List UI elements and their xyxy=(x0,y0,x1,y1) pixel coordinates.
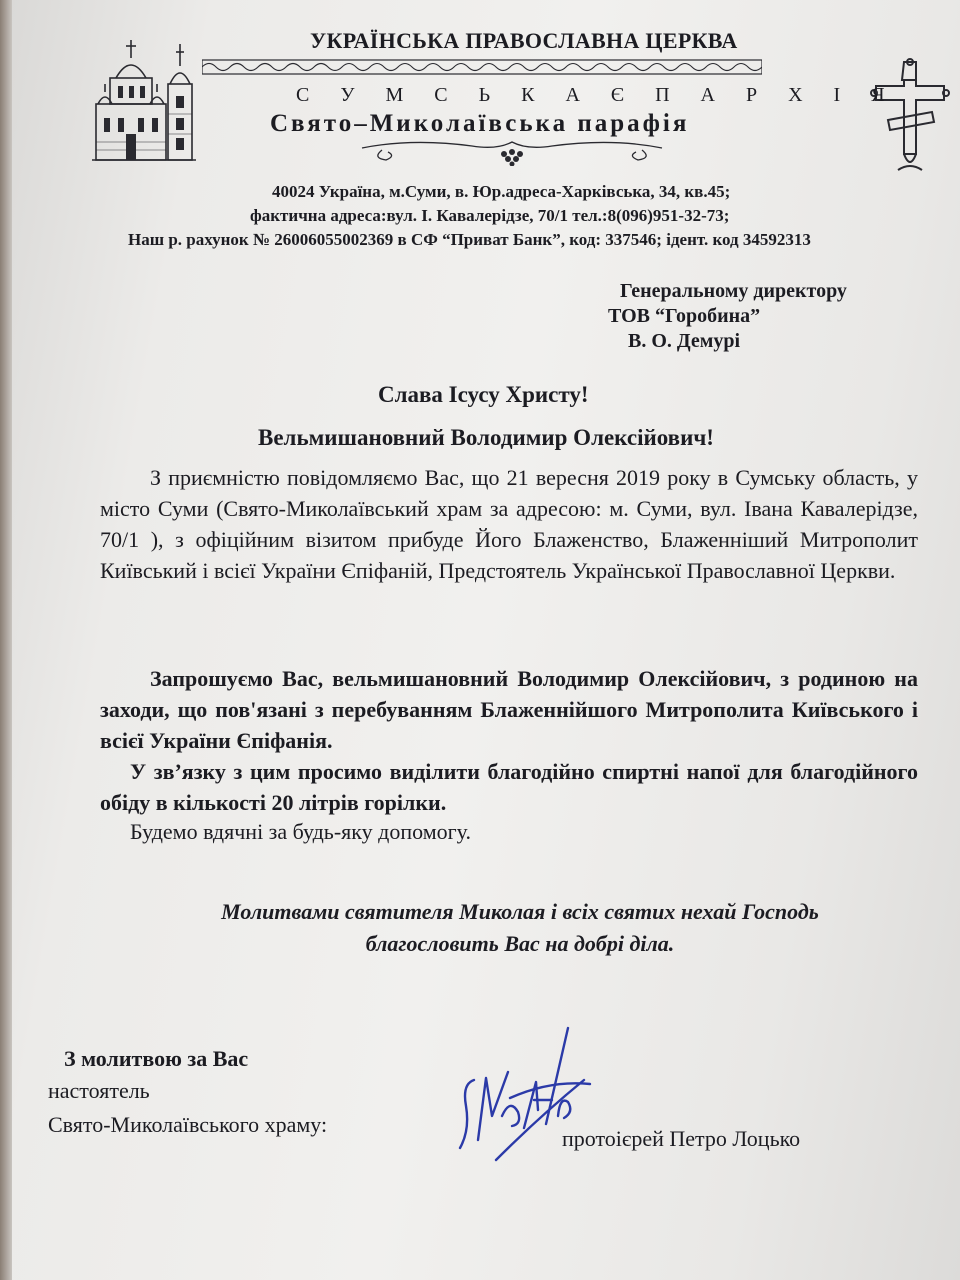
recipient-title: Генеральному директору xyxy=(620,280,847,302)
orthodox-cross-icon xyxy=(868,58,952,178)
signatory-name: протоієрей Петро Лоцько xyxy=(562,1126,801,1151)
signature-prayer-line: З молитвою за Вас xyxy=(64,1046,249,1071)
body-paragraph: З приємністю повідомляємо Вас, що 21 вересня 2019 року в Сумську область, у місто Суми (Свято-Миколаївський храм за адресою: м. Суми, вул. Івана Кавалерідзе, 70/1 ), з офіційним візитом прибуде Його Блаженство, Блаженніший Митрополит Київський і всієї України Єпіфаній, Предстоятель Української Православної Церкви. xyxy=(100,465,918,583)
greeting: Слава Ісусу Христу! xyxy=(378,382,589,407)
handwritten-signature-icon xyxy=(450,1020,600,1170)
body-paragraph: Запрошуємо Вас, вельмишановний Володимир Олексійович, з родиною на заходи, що пов'язані з перебуванням Блаженнійшого Митрополита Київського і всієї України Єпіфанія. xyxy=(100,666,918,753)
recipient-name: В. О. Демурі xyxy=(628,330,741,352)
parish-name: Свято–Миколаївська парафія xyxy=(270,110,690,137)
signature-role: настоятель xyxy=(48,1078,150,1103)
church-name: УКРАЇНСЬКА ПРАВОСЛАВНА ЦЕРКВА xyxy=(310,28,738,53)
church-building-icon xyxy=(88,34,200,164)
salutation: Вельмишановний Володимир Олексійович! xyxy=(258,425,714,450)
page-edge xyxy=(0,0,12,1280)
closing-line: благословить Вас на добрі діла. xyxy=(365,931,675,956)
address-line: фактична адреса:вул. І. Кавалерідзе, 70/1 тел.:8(096)951-32-73; xyxy=(250,206,730,225)
address-line: 40024 Україна, м.Суми, в. Юр.адреса-Харківська, 34, кв.45; xyxy=(272,182,731,201)
bank-details-line: Наш р. рахунок № 26006055002369 в СФ “Приват Банк”, код: 337546; ідент. код 34592313 xyxy=(128,230,811,249)
eparchy-name: С У М С Ь К А Є П А Р Х І Я xyxy=(296,84,898,106)
body-paragraph: У зв’язку з цим просимо виділити благодійно спиртні напої для благодійного обіду в кількості 20 літрів горілки. xyxy=(100,759,918,815)
ornament-border-icon xyxy=(352,136,672,166)
closing-blessing xyxy=(80,896,960,960)
ornament-border-icon xyxy=(202,56,762,78)
closing-line: Молитвами святителя Миколая і всіх святих нехай Господь xyxy=(221,899,819,924)
recipient-company: ТОВ “Горобина” xyxy=(608,305,761,327)
signature-church: Свято-Миколаївського храму: xyxy=(48,1112,328,1137)
body-paragraph: Будемо вдячні за будь-яку допомогу. xyxy=(130,819,471,844)
